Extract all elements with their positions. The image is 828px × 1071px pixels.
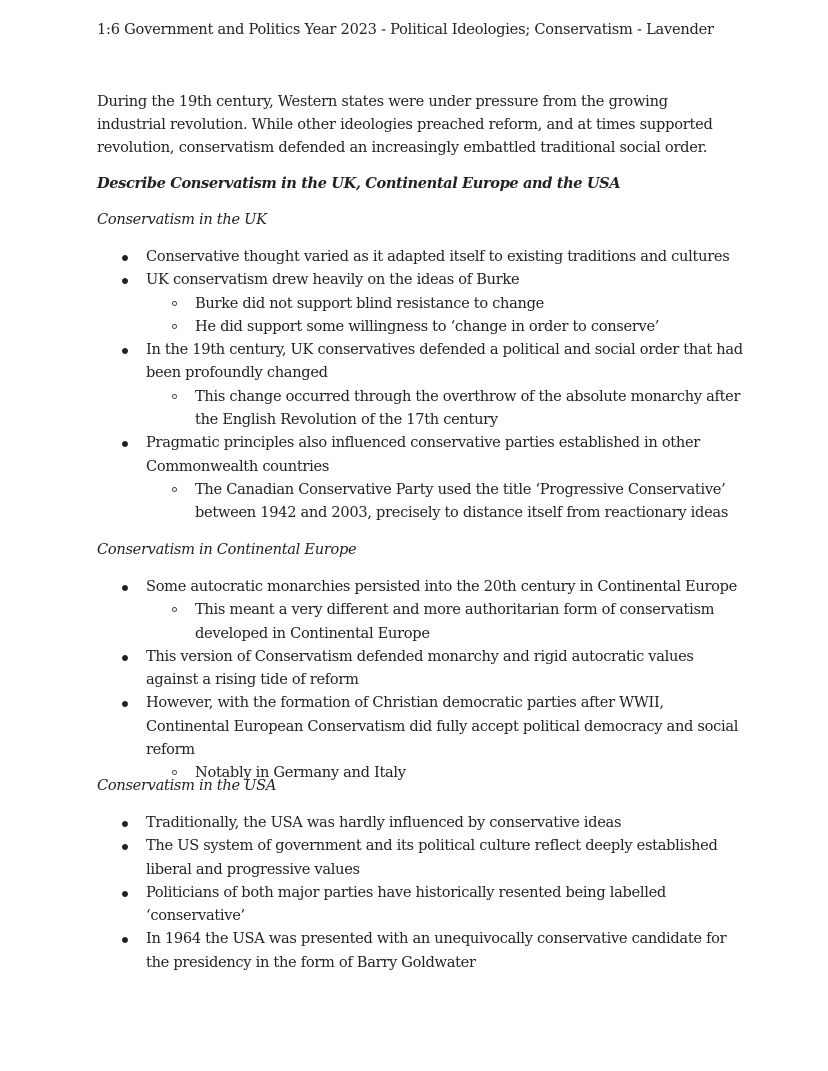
- bullet-icon: [122, 348, 128, 354]
- intro-paragraph: During the 19th century, Western states were under pressure from the growing industrial revolution. While other ideologies preached reform, and at times supported revolution, conservatism defended an increasingly embattled traditional social order.: [97, 93, 713, 156]
- bullet-icon: [122, 278, 128, 284]
- question-heading: Describe Conservatism in the UK, Continental Europe and the USA: [97, 175, 621, 192]
- section-heading-continental-europe: Conservatism in Continental Europe: [97, 541, 357, 558]
- list-item: The US system of government and its political culture reflect deeply established liberal and progressive values: [97, 834, 747, 881]
- list-item: Politicians of both major parties have historically resented being labelled ‘conservative’: [97, 881, 747, 928]
- list-item: Traditionally, the USA was hardly influenced by conservative ideas: [97, 811, 747, 834]
- hollow-bullet-icon: [172, 394, 177, 399]
- hollow-bullet-icon: [172, 487, 177, 492]
- list-item: Conservative thought varied as it adapted itself to existing traditions and cultures: [97, 245, 747, 268]
- sub-list: [146, 385, 747, 432]
- hollow-bullet-icon: [172, 301, 177, 306]
- bullet-icon: [122, 701, 128, 707]
- sub-list-item: Notably in Germany and Italy: [146, 761, 747, 784]
- hollow-bullet-icon: [172, 324, 177, 329]
- section-list-continental-europe: [97, 575, 747, 785]
- hollow-bullet-icon: [172, 607, 177, 612]
- sub-list: [146, 292, 747, 339]
- bullet-icon: [122, 441, 128, 447]
- sub-list: [146, 598, 747, 645]
- bullet-icon: [122, 844, 128, 850]
- bullet-icon: [122, 585, 128, 591]
- sub-list-item: This change occurred through the overthrow of the absolute monarchy after the English Revolution of the 17th century: [146, 385, 747, 432]
- document-header: 1:6 Government and Politics Year 2023 - Political Ideologies; Conservatism - Lavender: [97, 21, 714, 38]
- sub-list-item: Burke did not support blind resistance to change: [146, 292, 747, 315]
- section-heading-uk: Conservatism in the UK: [97, 211, 267, 228]
- list-item: In 1964 the USA was presented with an unequivocally conservative candidate for the presidency in the form of Barry Goldwater: [97, 927, 747, 974]
- section-list-usa: [97, 811, 747, 974]
- list-item: This version of Conservatism defended monarchy and rigid autocratic values against a rising tide of reform: [97, 645, 747, 692]
- section-heading-usa: Conservatism in the USA: [97, 777, 277, 794]
- bullet-icon: [122, 655, 128, 661]
- section-list-uk: [97, 245, 747, 525]
- bullet-icon: [122, 937, 128, 943]
- bullet-icon: [122, 821, 128, 827]
- sub-list-item: He did support some willingness to ‘change in order to conserve’: [146, 315, 747, 338]
- bullet-icon: [122, 891, 128, 897]
- hollow-bullet-icon: [172, 770, 177, 775]
- list-item: Pragmatic principles also influenced conservative parties established in other Commonwealth countries The Canadian Conservative Party used the title ‘Progressive Conservative’ between 1942 and 2003, precisely to distance itself from reactionary ideas: [97, 431, 747, 524]
- list-item: However, with the formation of Christian democratic parties after WWII, Continental European Conservatism did fully accept political democracy and social reform Notably in Germany and Italy: [97, 691, 747, 784]
- sub-list-item: The Canadian Conservative Party used the title ‘Progressive Conservative’ between 1942 and 2003, precisely to distance itself from reactionary ideas: [146, 478, 747, 525]
- list-item: Some autocratic monarchies persisted into the 20th century in Continental Europe This meant a very different and more authoritarian form of conservatism developed in Continental Europe: [97, 575, 747, 645]
- sub-list: [146, 478, 747, 525]
- list-item: In the 19th century, UK conservatives defended a political and social order that had been profoundly changed This change occurred through the overthrow of the absolute monarchy after the English Revolution of the 17th century: [97, 338, 747, 431]
- list-item: UK conservatism drew heavily on the ideas of Burke Burke did not support blind resistance to change He did support some willingness to ‘change in order to conserve’: [97, 268, 747, 338]
- sub-list-item: This meant a very different and more authoritarian form of conservatism developed in Continental Europe: [146, 598, 747, 645]
- bullet-icon: [122, 255, 128, 261]
